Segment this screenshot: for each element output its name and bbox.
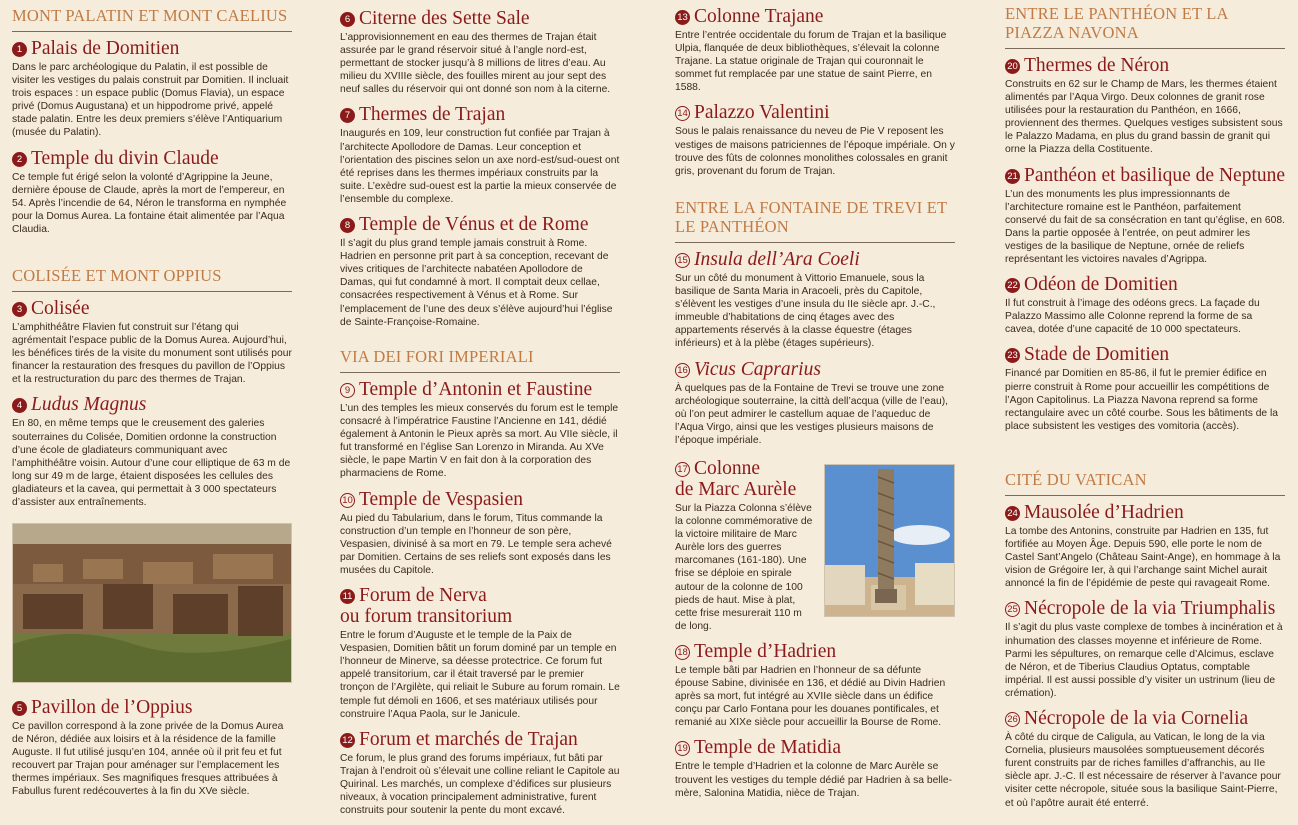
entry-pavillon-oppius [12,697,292,799]
entry-title: Forum de Nerva [359,585,487,607]
entry-forum-trajan [340,729,620,817]
number-badge: 17 [675,462,690,477]
entry-title: Thermes de Trajan [359,104,506,126]
entry-colisee [12,298,292,386]
entry-text: Entre le temple d’Hadrien et la colonne de Marc Aurèle se trouvent les vestiges du temple dédié par Hadrien à sa belle-mère, Salonina Matidia, nièce de Trajan. [675,761,953,799]
number-badge: 24 [1005,506,1020,521]
entry-title: Colonne Trajane [694,6,824,27]
entry-text: Ce forum, le plus grand des forums impériaux, fut bâti par Trajan à l’endroit où s’élevait une colline reliant le Capitole au Quirinal. Les marchés, un complexe d’édifices sur plusieurs niveaux, à vocation principalement administrative, furent construits pour soutenir la pente du mont excavé. [340,752,620,817]
entry-title: Ludus Magnus [31,394,147,416]
column-3-b [675,198,955,455]
ludus-magnus-photo [12,523,292,683]
entry-vicus-caprarius [675,359,955,447]
entry-title: Temple d’Antonin et Faustine [359,379,593,400]
number-badge: 4 [12,398,27,413]
entry-text: Sur un côté du monument à Vittorio Emanuele, sous la basilique de Santa Maria in Aracoeli, près du Capitole, s’élèvent les vestiges d’une insula du IIe siècle apr. J.-C., immeuble d’habitations de cinq étages avec des appartements réservés à la classe équestre (étages inférieurs) et à la plèbe (étages supérieurs). [675,273,936,350]
entry-text: L’un des monuments les plus impressionnants de l’architecture romaine est le Panthéon, parfaitement conservé du fait de sa consécration en tant qu’église, en 608. Dans la partie opposée à l’entrée, on peut admirer les vestiges de la basilique de Neptune, ornée de reliefs représentant les victoires navales d’Agrippa. [1005,188,1285,266]
entry-text: Il s’agit du plus grand temple jamais construit à Rome. Hadrien en personne prit part à sa conception, recevant de vives critiques de l’architecte nabatéen Apollodore de Damas, qui fut condamné à mort. Il comptait deux cellae, consacrées respectivement à Vénus et à Rome. Sur l’emplacement de l’une des deux s’élève aujourd’hui l’église de Sainte-Françoise-Romaine. [340,238,613,328]
entry-text: L’amphithéâtre Flavien fut construit sur l’étang qui agrémentait l’espace public de la Domus Aurea. Aujourd’hui, les bénéfices tirés de la visite du monument sont utilisés pour financer la restauration des fresques du pavillon de l’Oppius et la restructuration du parc des thermes de Trajan. [12,322,292,386]
section-title-vatican: CITÉ DU VATICAN [1005,470,1285,496]
entry-text: Dans le parc archéologique du Palatin, il est possible de visiter les vestiges du palais construit par Domitien. Il incluait trois espaces : un espace public (Domus Flavia), un espace privé (Domus Augustana) et un hippodrome privé, appelé stade palatin. Entre les deux premiers s’élève l’Antiquarium (musée du Palatin). [12,62,289,139]
entry-title-line2: ou forum transitorium [340,606,513,628]
entry-text: Construits en 62 sur le Champ de Mars, les thermes étaient alimentés par l’Aqua Virgo. Deux colonnes de granit rose utilisées pour la restauration du Panthéon, en 1666, proviennent des thermes. Quelques vestiges subsistent sous le Palazzo Madama, en plus du grand bassin de granit qui orne la Piazza della Costituente. [1005,79,1283,156]
entry-text: Inaugurés en 109, leur construction fut confiée par Trajan à l’architecte Apollodore de Damas. Leur conception et l’orientation des piscines selon un axe nord-est/sud-ouest ont été reprises dans les thermes impériaux construits par la suite. L’exèdre sud-ouest est la partie la mieux conservée de l’ensemble du complexe. [340,128,620,205]
entry-thermes-trajan [340,104,620,206]
entry-palazzo-valentini [675,102,955,177]
entry-title: Panthéon et basilique de Neptune [1024,164,1286,186]
number-badge: 8 [340,218,355,233]
marc-aurele-column-photo [824,464,955,617]
entry-title: Colisée [31,298,90,319]
number-badge: 5 [12,701,27,716]
entry-title: Citerne des Sette Sale [359,8,530,29]
entry-title: Pavillon de l’Oppius [31,697,193,718]
entry-text: Sous le palais renaissance du neveu de Pie V reposent les vestiges de maisons patriciennes de l’époque impériale. On y trouve des fûts de colonnes monolithes colossales en granit gris, provenant du forum de Trajan. [675,126,955,177]
number-badge: 7 [340,108,355,123]
entry-title: Temple de Vespasien [359,488,523,510]
entry-text: L’approvisionnement en eau des thermes de Trajan était assurée par le grand réservoir situé à l’angle nord-est, permettant de stocker jusqu’à 8 millions de litres d’eau. Au milieu du XVIIIe siècle, des fouilles mirent au jour sept des neuf salles du réservoir qui ont donné son nom à la citerne. [340,32,611,96]
entry-colonne-trajane [675,6,955,94]
number-badge: 13 [675,10,690,25]
entry-mausolee [1005,502,1285,590]
number-badge: 12 [340,733,355,748]
entry-title: Temple d’Hadrien [694,640,837,662]
number-badge: 19 [675,741,690,756]
entry-text: À quelques pas de la Fontaine de Trevi se trouve une zone archéologique souterraine, la città dell’acqua (ville de l’eau), où l’on peut admirer le castellum aquae de l’aqueduc de l’Aqua Virgo, ainsi que les vestiges plusieurs maisons de l’époque impériale. [675,382,949,446]
entry-text: Sur la Piazza Colonna s’élève la colonne commémorative de la victoire militaire de Marc Aurèle lors des guerres marcomanes (161-180). Une frise se déploie en spirale autour de la colonne de 100 pieds de haut. Mise à plat, cette frise mesurerait 110 m de long. [675,503,813,632]
column-4-b [1005,470,1285,818]
entry-text: Il s’agit du plus vaste complexe de tombes à incinération et à inhumation des classes moyenne et inférieure de Rome. Parmi les sépultures, on remarque celle d’Alcimus, esclave de Néron, et de Tiberius Claudius Optatus, comptable impérial. Il est aussi possible d’y visiter un ustrinum (lieu de crémation). [1005,622,1283,699]
number-badge: 11 [340,589,355,604]
entry-title: Palais de Domitien [31,38,180,59]
entry-title: Thermes de Néron [1024,55,1170,76]
column-4 [1005,4,1285,441]
entry-title: Insula dell’Ara Coeli [694,249,860,270]
entry-title: Forum et marchés de Trajan [359,728,578,750]
entry-text: Entre le forum d’Auguste et le temple de la Paix de Vespasien, Domitien bâtit un forum dominé par un temple en l’honneur de Minerve, sa déesse protectrice. Ce forum fut appelé transitorium, car il était traversé par le premier tronçon de l’Argilète, qui reliait le Subure au forum romain. Le temple fut démoli en 1606, et ses matériaux utilisés pour construire l’Aqua Paola, sur le Janicule. [340,630,620,720]
section-title-colisee: COLISÉE ET MONT OPPIUS [12,266,292,292]
number-badge: 15 [675,253,690,268]
entry-title: Mausolée d’Hadrien [1024,502,1184,523]
number-badge: 21 [1005,169,1020,184]
entry-matidia [675,737,955,799]
number-badge: 25 [1005,602,1020,617]
entry-text: Ce temple fut érigé selon la volonté d’Agrippine la Jeune, dernière épouse de Claude, après la mort de l’empereur, en 54. Après l’incendie de 64, Néron le transforma en nymphée pour la Domus Aurea. La fontaine était alimentée par l’Aqua Claudia. [12,171,287,235]
entry-title: Temple de Vénus et de Rome [359,214,589,236]
entry-temple-hadrien [675,641,955,729]
entry-title-line2: de Marc Aurèle [675,479,797,500]
entry-odeon [1005,274,1285,336]
entry-text: La tombe des Antonins, construite par Hadrien en 135, fut fortifiée au Moyen Âge. Depuis 590, elle porte le nom de Castel Sant’Angelo (Château Saint-Ange), en hommage à la vision de Grégoire Ier, à qui l’archange saint Michel aurait annoncé la fin de l’épidémie de peste qui ravageait Rome. [1005,526,1281,590]
entry-title: Stade de Domitien [1024,344,1170,366]
column-1-c [12,697,292,807]
entry-title: Nécropole de la via Cornelia [1024,708,1249,730]
column-1-b [12,266,292,517]
entry-title: Palazzo Valentini [694,102,830,124]
entry-text: À côté du cirque de Caligula, au Vatican, le long de la via Cornelia, plusieurs mausolées somptueusement décorés furent construits par de riches familles d’affranchis, au IIe siècle apr. J.-C. Il est nécessaire de réserver à l’avance pour visiter cette nécropole, située sous la basilique Saint-Pierre, et où l’apôtre aurait été enterré. [1005,732,1281,809]
entry-pantheon [1005,165,1285,267]
entry-title: Vicus Caprarius [694,358,821,380]
number-badge: 6 [340,12,355,27]
entry-triumphalis [1005,598,1285,700]
entry-forum-nerva [340,585,620,721]
column-3 [675,6,955,186]
entry-text: Au pied du Tabularium, dans le forum, Titus commande la construction d’un temple en l’honneur de son père, Vespasien, divinisé à sa mort en 79. Le temple sera achevé par Domitien. Certains de ses reliefs sont exposés dans les musées du Capitole. [340,512,612,576]
entry-text: Le temple bâti par Hadrien en l’honneur de sa défunte épouse Sabine, divinisée en 136, et dédié au Divin Hadrien après sa mort, fut intégré au XVIIe siècle dans un édifice conçu par Carlo Fontana pour les douanes pontificales, et remanié au XIXe siècle pour accueillir la Bourse de Rome. [675,664,946,729]
number-badge: 2 [12,152,27,167]
entry-text: Ce pavillon correspond à la zone privée de la Domus Aurea de Néron, dédiée aux loisirs et à la résidence de la famille Auguste. Il fut utilisé jusqu’en 104, année où il prit feu et fut recouvert par Trajan pour aménager sur l’emplacement les thermes impériaux. Ses magnifiques fresques attribuées à Fabullus furent redécouvertes à la fin du XVe siècle. [12,721,284,798]
entry-text: En 80, en même temps que le creusement des galeries souterraines du Colisée, Domitien ordonne la construction d’une école de gladiateurs communiquant avec l’amphithéâtre voisin. Autour d’une cour elliptique de 63 m de long sur 49 m de large, étaient disposées les cellules des gladiateurs et la cavea, qui permettait à 3 000 spectateurs d’assister aux entraînements. [12,418,291,509]
entry-thermes-neron [1005,55,1285,157]
entry-title: Nécropole de la via Triumphalis [1024,598,1276,620]
entry-vespasien [340,489,620,577]
number-badge: 1 [12,42,27,57]
number-badge: 18 [675,645,690,660]
entry-antonin-faustine [340,379,620,481]
entry-stade [1005,344,1285,432]
entry-title: Colonne [694,458,761,479]
entry-temple-claude [12,148,292,236]
number-badge: 23 [1005,348,1020,363]
entry-text: Entre l’entrée occidentale du forum de Trajan et la basilique Ulpia, flanquée de deux bibliothèques, s’élevait la colonne Trajane. La statue originale de Trajan qui couronnait le sommet fut remplacée par une statue de saint Pierre, en 1588. [675,30,947,94]
section-title-trevi: ENTRE LA FONTAINE DE TREVI ET LE PANTHÉON [675,198,955,243]
number-badge: 14 [675,106,690,121]
number-badge: 26 [1005,712,1020,727]
column-2 [340,8,620,337]
number-badge: 3 [12,302,27,317]
column-1 [12,6,292,244]
number-badge: 16 [675,363,690,378]
number-badge: 20 [1005,59,1020,74]
entry-cornelia [1005,708,1285,810]
entry-sette-sale [340,8,620,96]
number-badge: 22 [1005,278,1020,293]
entry-venus-rome [340,214,620,329]
entry-palais-domitien [12,38,292,140]
number-badge: 10 [340,493,355,508]
column-2-b [340,347,620,825]
section-title-fori: VIA DEI FORI IMPERIALI [340,347,620,373]
number-badge: 9 [340,383,355,398]
entry-title: Odéon de Domitien [1024,274,1178,296]
entry-insula [675,249,955,351]
section-title-pantheon: ENTRE LE PANTHÉON ET LA PIAZZA NAVONA [1005,4,1285,49]
entry-text: L’un des temples les mieux conservés du forum est le temple consacré à l’impératrice Faustine l’Ancienne en 141, dédié également à Antonin le Pieux après sa mort. Au VIIe siècle, il fut transformé en l’église San Lorenzo in Miranda. Au XVe siècle, le pape Martin V en fait don à la corporation des pharmaciens de Rome. [340,403,619,480]
entry-text: Financé par Domitien en 85-86, il fut le premier édifice en pierre construit à Rome pour accueillir les compétitions de l’Agon Capitolinus. La Piazza Navona reprend sa forme rectangulaire avec un côté courbe. Sous les bâtiments de la place subsistent les vestiges des vomitoria (accès). [1005,368,1279,432]
section-title-palatin: MONT PALATIN ET MONT CAELIUS [12,6,292,32]
entry-title: Temple du divin Claude [31,147,219,169]
entry-title: Temple de Matidia [694,737,842,759]
entry-ludus-magnus [12,394,292,509]
entry-text: Il fut construit à l’image des odéons grecs. La façade du Palazzo Massimo alle Colonne reprend la forme de sa cavea, dotée d’une capacité de 10 000 spectateurs. [1005,298,1260,336]
